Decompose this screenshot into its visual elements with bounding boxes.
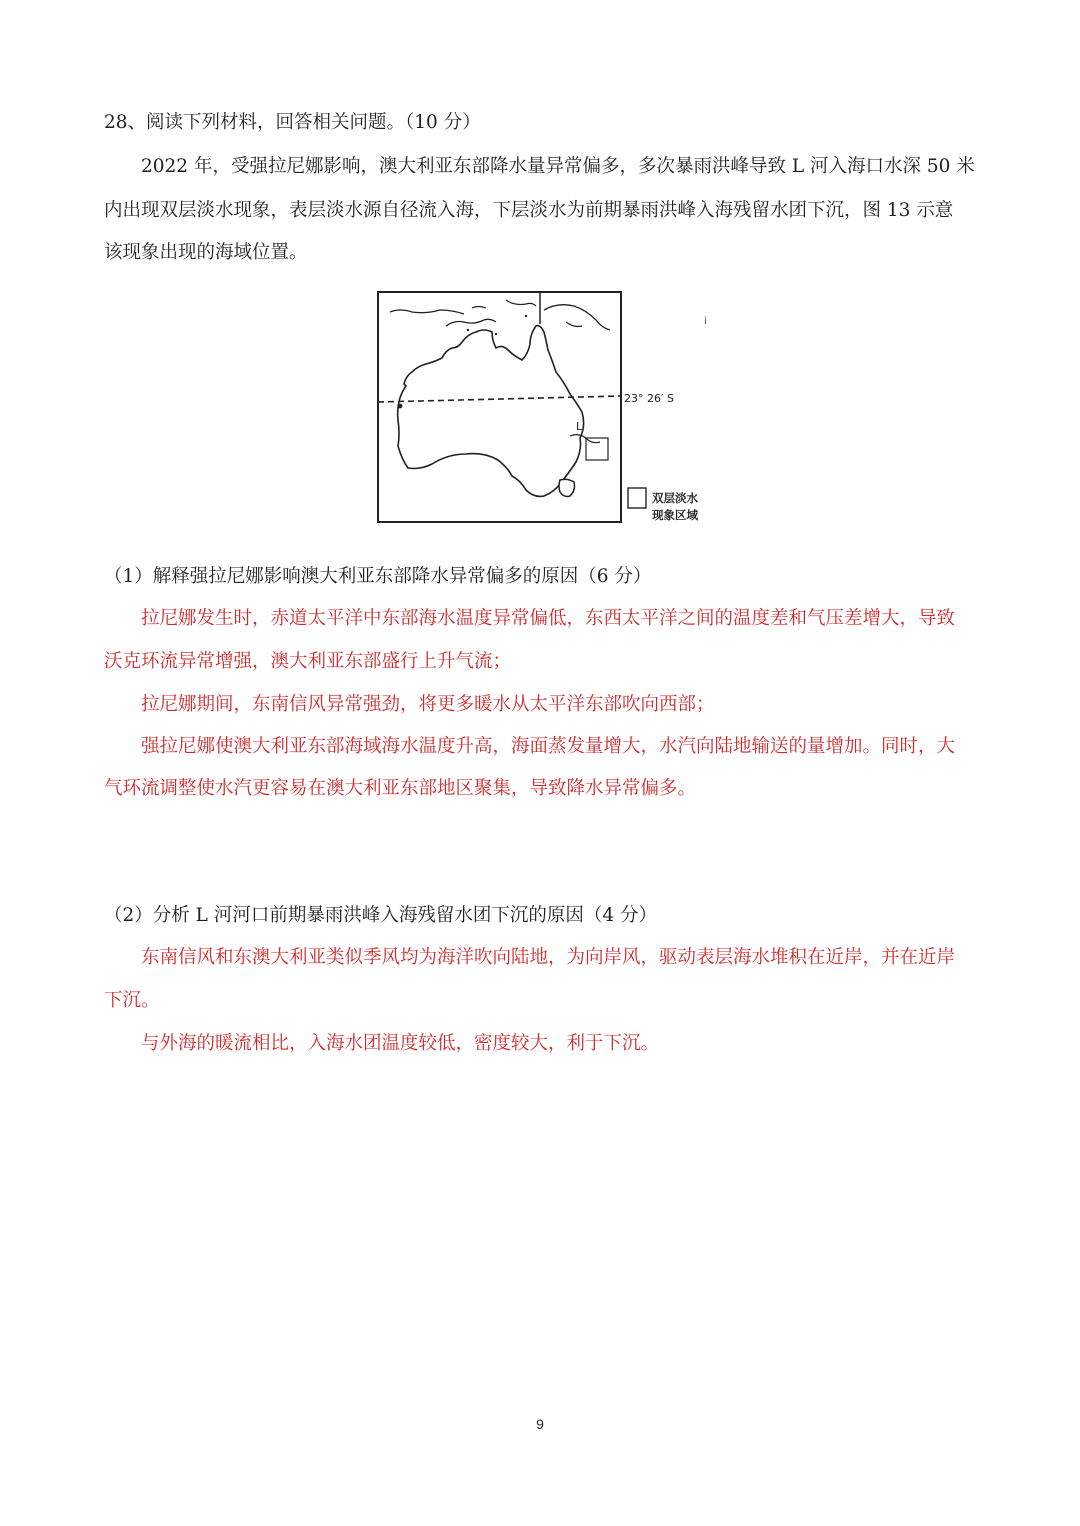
part1-answer-line: 气环流调整使水汽更容易在澳大利亚东部地区聚集，导致降水异常偏多。 bbox=[104, 778, 697, 799]
australia-map bbox=[376, 290, 712, 526]
australia-map-figure bbox=[376, 290, 712, 526]
legend-label-2: 现象区域 bbox=[652, 508, 698, 522]
material-line: 内出现双层淡水现象，表层淡水源自径流入海，下层淡水为前期暴雨洪峰入海残留水团下沉，图 13 示意 bbox=[104, 200, 954, 221]
part2-answer-line: 与外海的暖流相比，入海水团温度较低，密度较大，利于下沉。 bbox=[141, 1033, 660, 1054]
latitude-label: 23° 26′ S bbox=[624, 392, 674, 405]
part1-answer-line: 拉尼娜期间，东南信风异常强劲，将更多暖水从太平洋东部吹向西部； bbox=[141, 694, 715, 715]
material-line: 该现象出现的海域位置。 bbox=[104, 242, 308, 263]
part2-answer-line: 东南信风和东澳大利亚类似季风均为海洋吹向陆地，为向岸风，驱动表层海水堆积在近岸，并在近岸 bbox=[141, 947, 956, 968]
page-number: 9 bbox=[536, 1416, 544, 1432]
part1-prompt: （1）解释强拉尼娜影响澳大利亚东部降水异常偏多的原因（6 分） bbox=[104, 566, 652, 587]
river-label: L bbox=[576, 420, 583, 433]
part1-answer-line: 拉尼娜发生时，赤道太平洋中东部海水温度异常偏低，东西太平洋之间的温度差和气压差增大，导致 bbox=[141, 608, 956, 629]
question-header: 28、阅读下列材料，回答相关问题。（10 分） bbox=[104, 112, 481, 133]
part2-prompt: （2）分析 L 河河口前期暴雨洪峰入海残留水团下沉的原因（4 分） bbox=[104, 905, 657, 926]
legend-label-1: 双层淡水 bbox=[652, 491, 698, 505]
material-line: 2022 年，受强拉尼娜影响，澳大利亚东部降水量异常偏多，多次暴雨洪峰导致 L 河入海口水深 50 米 bbox=[141, 156, 975, 177]
part1-answer-line: 沃克环流异常增强，澳大利亚东部盛行上升气流； bbox=[104, 651, 512, 672]
tasmania-outline bbox=[559, 479, 575, 496]
legend-box bbox=[628, 488, 646, 508]
part2-answer-line: 下沉。 bbox=[104, 990, 160, 1011]
svg-text:ⅰ: ⅰ bbox=[704, 316, 707, 327]
part1-answer-line: 强拉尼娜使澳大利亚东部海域海水温度升高，海面蒸发量增大，水汽向陆地输送的量增加。同时，大 bbox=[141, 736, 956, 757]
